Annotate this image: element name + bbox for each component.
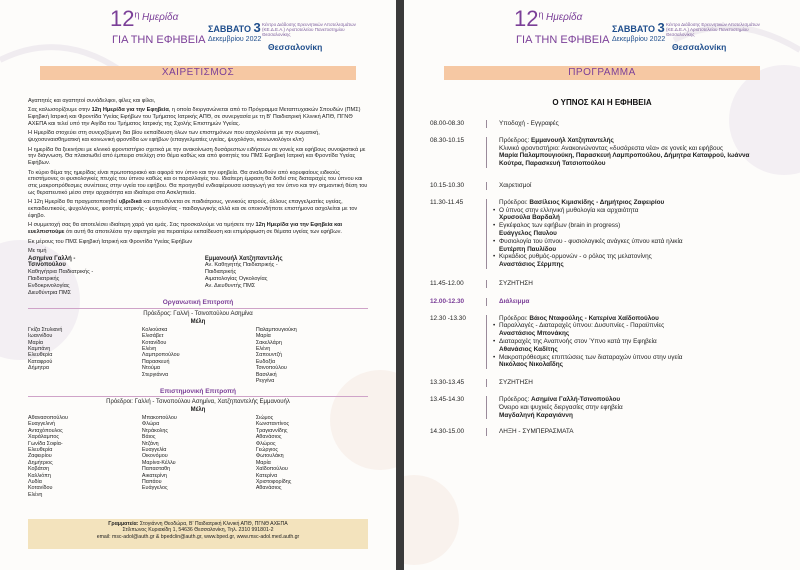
logo-subtitle: ΓΙΑ ΤΗΝ ΕΦΗΒΕΙΑ	[516, 34, 610, 46]
signature-1: Ασημίνα Γαλλή - Τσινοπούλου Καθηγήτρια Παιδιατρικής - Παιδιατρικής Ενδοκρινολογίας Διευθύντρια ΠΜΣ	[28, 255, 94, 296]
scientific-committee-title: Επιστημονική Επιτροπή	[28, 389, 368, 398]
program-line: Αναστάσιος Μπονάκης	[499, 330, 570, 338]
program-time: 11.45-12.00	[430, 279, 464, 287]
paragraph: Η 12η Ημερίδα θα πραγματοποιηθεί υβριδικά και απευθύνεται σε παιδιάτρους, γενικούς ιατρούς, άλλους επαγγελματίες υγείας, εκπαιδευτικούς, ψυχολόγους, φοιτητές ιατρικής - ψυχολογίας - παιδαγωγικής αλλά και σε οποιονδήποτε επιστήμονα ασχολείται με τον έφηβο.	[28, 199, 358, 219]
program-title: Ο ΥΠΝΟΣ ΚΑΙ Η ΕΦΗΒΕΙΑ	[552, 98, 652, 107]
program-content	[493, 280, 774, 288]
timeline-divider	[486, 120, 487, 128]
regards: Με τιμή	[28, 247, 47, 254]
timeline-divider	[486, 298, 487, 306]
program-line: ΛΗΞΗ - ΣΥΜΠΕΡΑΣΜΑΤΑ	[499, 428, 574, 436]
paragraph: Η Ημερίδα στοχεύει στη συνεχιζόμενη δια βίου εκπαίδευση όλων των επιστημόνων που ασχολούνται με την σωματική, ψυχοσυναισθηματική και κοινωνική φροντίδα ων εφήβων (επαγγελματίες υγείας, ψυχολόγοι, κοινωνιολόγοι κλπ)	[28, 130, 320, 144]
scientific-members: Αθανασοπούλου Ευαγγελινή Ανταχόπουλος Χαράλαμπος Γωνίδα Σοφία-Ελευθερία Ζαφειρίου Δημήτριος Κοβάτση Καλλιόπη Λυδία Κοτανίδου Ελένη Μπακοπούλου Φλώρα Ντράκολης Βάιος Ντζάνη Ευαγγελία Οικονόμου Μαρίνα-Κέλλυ Παπασταθη Αικατερίνη Παπάου Ευάγγελος Σιώμος Κωνσταντίνος Τραγιαννίδης Αθανάσιος Φλώρος Γεώργιος Φωτουλάκη Μαρία Χαϊδοπούλου Κατερίνα Χριστοφορίδης Αθανάσιος	[28, 414, 292, 498]
program-line: Αθανάσιος Καδίτης	[499, 345, 558, 353]
program-content	[493, 120, 774, 128]
program-content	[493, 137, 774, 168]
program-row	[430, 298, 774, 306]
program-line: Μαγδαληνή Καραγιάννη	[499, 411, 573, 419]
event-date-sub: Δεκεμβρίου 2022	[208, 36, 262, 43]
program-line: Νικόλαος Νικολαΐδης	[499, 361, 563, 369]
program-line: Υποδοχή - Εγγραφές	[499, 120, 559, 127]
program-time: 12.30 -13.30	[430, 314, 466, 322]
members-label: Μέλη	[190, 319, 206, 326]
program-row	[430, 379, 774, 387]
program-time: 14.30-15.00	[430, 428, 465, 436]
program-content	[493, 396, 774, 419]
program-line: • Μακροπρόθεσμες επιπτώσεις των διαταραχών ύπνου στην υγεία	[493, 354, 774, 362]
paragraph: Εκ μέρους του ΠΜΣ Εφηβική Ιατρική και Φροντίδα Υγείας Εφήβων	[28, 238, 193, 245]
program-line: Κλινικό φροντιστήριο: Ανακοινώνοντας «δυσάρεστα νέα» σε γονείς και εφήβους	[499, 144, 724, 152]
timeline-divider	[486, 428, 487, 436]
section-band: ΧΑΙΡΕΤΙΣΜΟΣ	[40, 66, 356, 80]
program-line: Όνειρο και ψυχικές διεργασίες στην εφηβεία	[499, 403, 623, 411]
venue-center: Κέντρο Διάδοσης Ερευνητικών Αποτελεσμάτων (ΚΕ.Δ.Ε.Α.) Αριστοτελείου Πανεπιστημίου Θεσσαλονίκης	[666, 22, 760, 37]
program-content	[493, 315, 774, 370]
logo-number: $12^\eta$	[110, 6, 140, 31]
program-time: 08.00-08.30	[430, 120, 465, 127]
program-line: ΣΥΖΗΤΗΣΗ	[499, 379, 533, 387]
section-band: ΠΡΟΓΡΑΜΜΑ	[444, 66, 760, 80]
greeting-line: Αγαπητές και αγαπητοί συνάδελφοι, φίλες και φίλοι,	[28, 98, 156, 104]
venue-center: Κέντρο Διάδοσης Ερευνητικών Αποτελεσμάτων (ΚΕ.Δ.Ε.Α.) Αριστοτελείου Πανεπιστημίου Θεσσαλονίκης	[262, 22, 356, 37]
logo-word: Ημερίδα	[546, 12, 583, 23]
program-row	[430, 315, 774, 370]
program-line: • Φυσιολογία του ύπνου - φυσιολογικές ανάγκες ύπνου κατά ηλικία	[493, 238, 774, 246]
program-time: 13.45-14.30	[430, 395, 465, 403]
program-line: ΣΥΖΗΤΗΣΗ	[499, 279, 533, 287]
program-row	[430, 182, 774, 190]
program-time: 11.30-11.45	[430, 198, 464, 206]
paragraph: Το κύριο θέμα της ημερίδας είναι πρωτοποριακό και αφορά τον ύπνο και την εφηβεία. Θα αναλυθούν από κορυφαίους ειδικούς επιστήμονες οι φυσιολογικές πτυχές του ύπνου καθώς και οι παραλλαγές του. Ιδιαίτερη έμφαση θα δοθεί στις διαταραχές του ύπνου και στις μακροπρόθεσμες συνέπειες στην υγεία του εφήβου. Θα προηγηθεί ενδιαφέρουσα εισαγωγή για τον ύπνο και την σημαντική θέση του ως θεραπευτικό μέσο στην αρχαιότητα και ιδιαίτερα στα Ασκληπιεία.	[28, 169, 368, 196]
event-date: ΣΑΒΒΑΤΟ 3	[612, 20, 665, 35]
timeline-divider	[486, 379, 487, 387]
scientific-chair: Πρόεδροι: Γαλλή - Τσινοπούλου Ασημίνα, Χατζηπαντελής Εμμανουήλ	[106, 399, 290, 406]
secretariat-footer: Γραμματεία: Στογιάννη Θεοδώρα, Β' Παιδιατρική Κλινική ΑΠΘ, ΠΓΝΘ ΑΧΕΠΑ Στίλπωνος Κυριακίδη 1, 54636 Θεσσαλονίκη, Τηλ. 2310 991801-2 email: msc-adol@auth.gr & bpedclin@auth.gr, www.bped.gr, www.msc-adol.med.auth.gr	[28, 519, 368, 549]
program-line: Χρυσούλα Βαρδαλή	[499, 214, 560, 222]
organizing-committee-title: Οργανωτική Επιτροπή	[28, 300, 368, 309]
program-line: Πρόεδροι: Βασίλειος Κιμισκίδης - Δημήτριος Ζαφειρίου	[499, 198, 665, 206]
event-date: ΣΑΒΒΑΤΟ 3	[208, 20, 261, 35]
program-line: • Ο ύπνος στην ελληνική μυθολογία και αρχαιότητα	[493, 207, 774, 215]
program-content	[493, 428, 774, 436]
program-content	[493, 379, 774, 387]
logo-word: Ημερίδα	[142, 12, 179, 23]
program-line: • Παραλλαγές - Διαταραχές ύπνου: Δυσυπνίες - Παραϋπνίες	[493, 322, 774, 330]
program-content	[493, 182, 774, 190]
greeting-body	[28, 98, 368, 498]
program-row	[430, 428, 774, 436]
event-date-sub: Δεκεμβρίου 2022	[612, 36, 666, 43]
paragraph: Η συμμετοχή σας θα αποτελέσει ιδιαίτερη χαρά για εμάς. Σας προσκαλούμε να τιμήσετε την 12η Ημερίδα για την Εφηβεία και ευελπιστούμε ότι αυτή θα αποτελέσει την αφετηρία για περαιτέρω εκπαίδευση και επιμόρφωση σε θέματα υγείας των εφήβων.	[28, 222, 343, 236]
program-line: Ευάγγελος Παυλου	[499, 229, 557, 237]
logo-subtitle: ΓΙΑ ΤΗΝ ΕΦΗΒΕΙΑ	[112, 34, 206, 46]
program-line: Πρόεδρος: Εμμανουήλ Χατζηπαντελής	[499, 136, 614, 144]
organizing-members: Γκίζα Στυλιανή Ιωαννίδου Μαρία Καμπάνη Ελευθερία Καταφρού Δήμητρα Κολιούσκα Ελισάβετ Κοτανίδου Ελένη Λαμπροπούλου Παρασκευή Ντούμα Στεργιάννα Παλαμπουγιούκη Μαρία Σακελλάρη Ελένη Σαπουντζή Ευδοξία Τσινοπούλου Βασιλική Ρεγγίνα	[28, 326, 297, 385]
program-line: Ευτέρπη Παυλίδου	[499, 245, 557, 253]
paragraph: Η ημερίδα θα ξεκινήσει με κλινικό φροντιστήριο σχετικά με την ανακοίνωση δυσάρεστων ειδήσεων σε γονείς και εφήβους συνοψιστικά με την διάγνωση. Θα πλαισιωθεί από έμπειρα στελέχη στο θέμα καθώς και από φοιτητές του ΠΜΣ Εφηβική Ιατρική και Φροντίδα Υγείας Εφήβων.	[28, 146, 366, 167]
city: Θεσσαλονίκη	[672, 42, 727, 52]
timeline-divider	[486, 199, 487, 269]
organizing-chair: Πρόεδρος: Γαλλή - Τσινοπούλου Ασημίνα	[143, 311, 253, 318]
greeting-page	[0, 0, 396, 570]
program-time: 08.30-10.15	[430, 136, 465, 144]
header	[0, 0, 396, 58]
program-content	[493, 298, 774, 306]
program-line: • Εγκέφαλος των εφήβων (brain in progress)	[493, 222, 774, 230]
timeline-divider	[486, 280, 487, 288]
program-line: Πρόεδρος: Ασημίνα Γαλλή-Τσινοπούλου	[499, 395, 621, 403]
city: Θεσσαλονίκη	[268, 42, 323, 52]
timeline-divider	[486, 182, 487, 190]
program-row	[430, 137, 774, 168]
program-content	[493, 199, 774, 269]
program-time: 13.30-13.45	[430, 379, 465, 387]
program-time: 12.00-12.30	[430, 297, 465, 305]
program-schedule	[430, 120, 774, 446]
program-row	[430, 280, 774, 288]
timeline-divider	[486, 137, 487, 168]
program-line: Χαιρετισμοί	[499, 181, 532, 189]
members-label: Μέλη	[190, 407, 206, 414]
program-page	[404, 0, 800, 570]
program-line: Αναστάσιος Σέρμπης	[499, 261, 564, 269]
signatures	[28, 256, 368, 297]
logo-number: $12^\eta$	[514, 6, 544, 31]
program-line: Μαρία Παλαμπουγιούκη, Παρασκευή Λαμπροπούλου, Δήμητρα Καταφρού, Ιωάννα Κούτρα, Παρασκευή Τατσιοπούλου	[499, 152, 750, 168]
timeline-divider	[486, 315, 487, 370]
program-line: Πρόεδροι: Βάιος Νταφούλης - Κατερίνα Χαϊδοπούλου	[499, 314, 659, 322]
program-line: • Κιρκάδιος ρυθμός-ορμονών - ο ρόλος της μελατονίνης	[493, 253, 774, 261]
program-row	[430, 396, 774, 419]
program-line: • Διαταραχές της Αναπνοής στον Ύπνο κατά την Εφηβεία	[493, 338, 774, 346]
program-row	[430, 120, 774, 128]
program-row	[430, 199, 774, 269]
program-time: 10.15-10.30	[430, 181, 465, 189]
timeline-divider	[486, 396, 487, 419]
signature-2: Εμμανουήλ Χατζηπαντελής Αν. Καθηγητής Παιδιατρικής - Παιδιατρικής Αιματολογίας Ογκολογίας Αν. Διευθυντής ΠΜΣ	[204, 255, 283, 289]
program-line: Διάλειμμα	[499, 297, 530, 305]
header	[404, 0, 800, 58]
paragraph: Σας καλωσορίζουμε στην 12η Ημερίδα για την Εφηβεία, η οποία διοργανώνεται από το Πρόγραμμα Μεταπτυχιακών Σπουδών (ΠΜΣ) Εφηβική Ιατρική και Φροντίδα Υγείας Εφήβων του Τμήματος Ιατρικής ΑΠΘ, σε συνεργασία με τη Β' Παιδιατρική Κλινική ΑΠΘ, ΠΓΝΘ ΑΧΕΠΑ και τελεί υπό την Αιγίδα του Τμήματος Ιατρικής της Σχολής Επιστημών Υγείας.	[28, 107, 361, 127]
